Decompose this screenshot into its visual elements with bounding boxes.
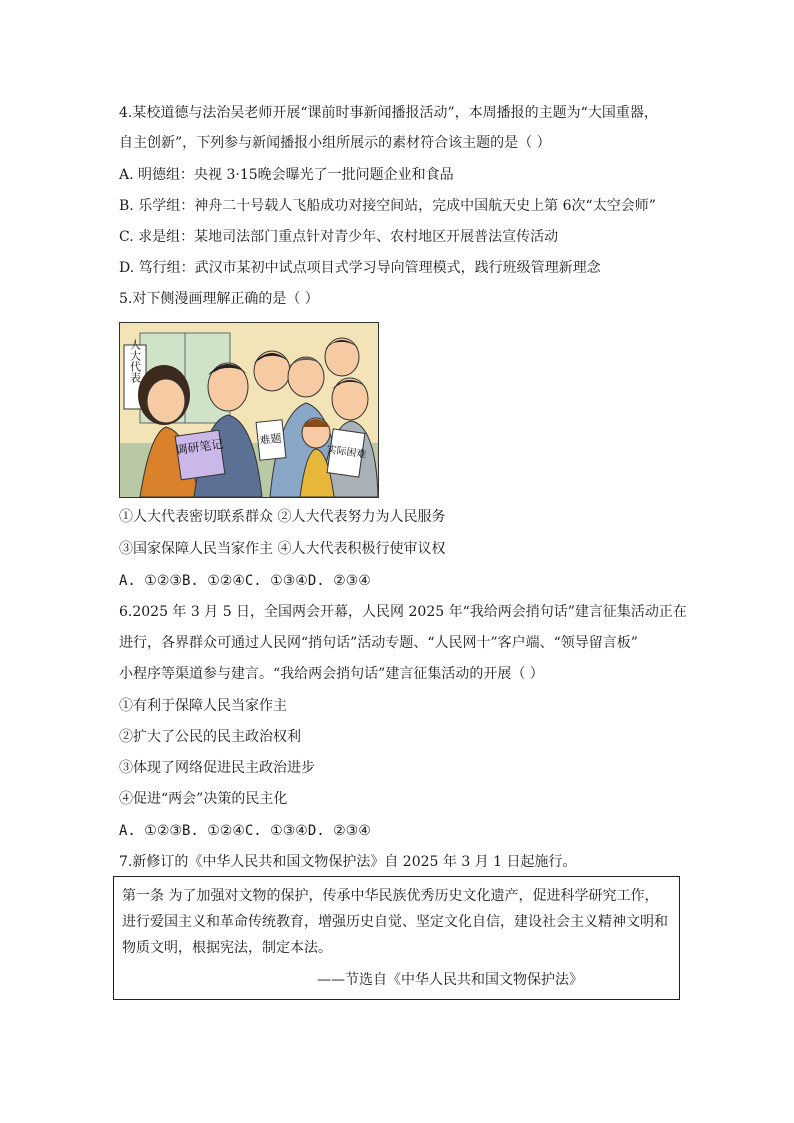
q4-option-a: A. 明德组：央视 3·15晚会曝光了一批问题企业和食品 [119, 167, 454, 183]
q5-statements-line1: ①人大代表密切联系群众 ②人大代表努力为人民服务 [119, 509, 446, 525]
note-real-difficulty-label: 实际困难 [325, 444, 367, 461]
law-excerpt-text: 第一条 为了加强对文物的保护，传承中华民族优秀历史文化遗产，促进科学研究工作，进行爱国主义和革命传统教育，增强历史自觉、坚定文化自信，建设社会主义精神文明和物质文明，根据宪法，制定本法。 [122, 888, 668, 956]
q6-stem-line1: 6.2025 年 3 月 5 日，全国两会开幕，人民网 2025 年“我给两会捎句话”建言征集活动正在 [119, 604, 687, 620]
q6-statement-1: ①有利于保障人民当家作主 [119, 698, 287, 714]
notebook-label: 调研笔记 [174, 436, 225, 458]
npc-deputy-cartoon [119, 322, 379, 498]
law-excerpt-box [113, 876, 680, 1000]
cartoon-illustration [120, 323, 378, 497]
q4-stem-line1: 4.某校道德与法治吴老师开展“课前时事新闻播报活动”，本周播报的主题为“大国重器， [119, 105, 658, 121]
q6-options: A. ①②③B. ①②④C. ①③④D. ②③④ [119, 823, 371, 839]
law-excerpt-source: ——节选自《中华人民共和国文物保护法》 [317, 972, 583, 988]
q4-option-c: C. 求是组：某地司法部门重点针对青少年、农村地区开展普法宣传活动 [119, 229, 559, 245]
q4-option-d: D. 笃行组：武汉市某初中试点项目式学习导向管理模式，践行班级管理新理念 [119, 260, 601, 276]
sign-char-1: 人大代表 [128, 339, 142, 383]
q4-option-b: B. 乐学组：神舟二十号载人飞船成功对接空间站，完成中国航天史上第 6次“太空会师” [119, 198, 656, 214]
q4-stem-line2: 自主创新”，下列参与新闻播报小组所展示的素材符合该主题的是（ ） [119, 135, 551, 151]
q7-stem: 7.新修订的《中华人民共和国文物保护法》自 2025 年 3 月 1 日起施行。 [119, 854, 577, 870]
q6-statement-4: ④促进“两会”决策的民主化 [119, 791, 288, 807]
q6-statement-2: ②扩大了公民的民主政治权利 [119, 729, 301, 745]
q6-stem-line3: 小程序等渠道参与建言。“我给两会捎句话”建言征集活动的开展（ ） [119, 666, 544, 682]
q6-stem-line2: 进行，各界群众可通过人民网“捎句话”活动专题、“人民网十”客户端、“领导留言板” [119, 635, 638, 651]
q6-statement-3: ③体现了网络促进民主政治进步 [119, 760, 315, 776]
q5-statements-line2: ③国家保障人民当家作主 ④人大代表积极行使审议权 [119, 541, 446, 557]
note-difficulty-label: 难题 [259, 431, 283, 448]
q5-stem: 5.对下侧漫画理解正确的是（ ） [119, 291, 319, 307]
q5-options: A. ①②③B. ①②④C. ①③④D. ②③④ [119, 573, 371, 589]
